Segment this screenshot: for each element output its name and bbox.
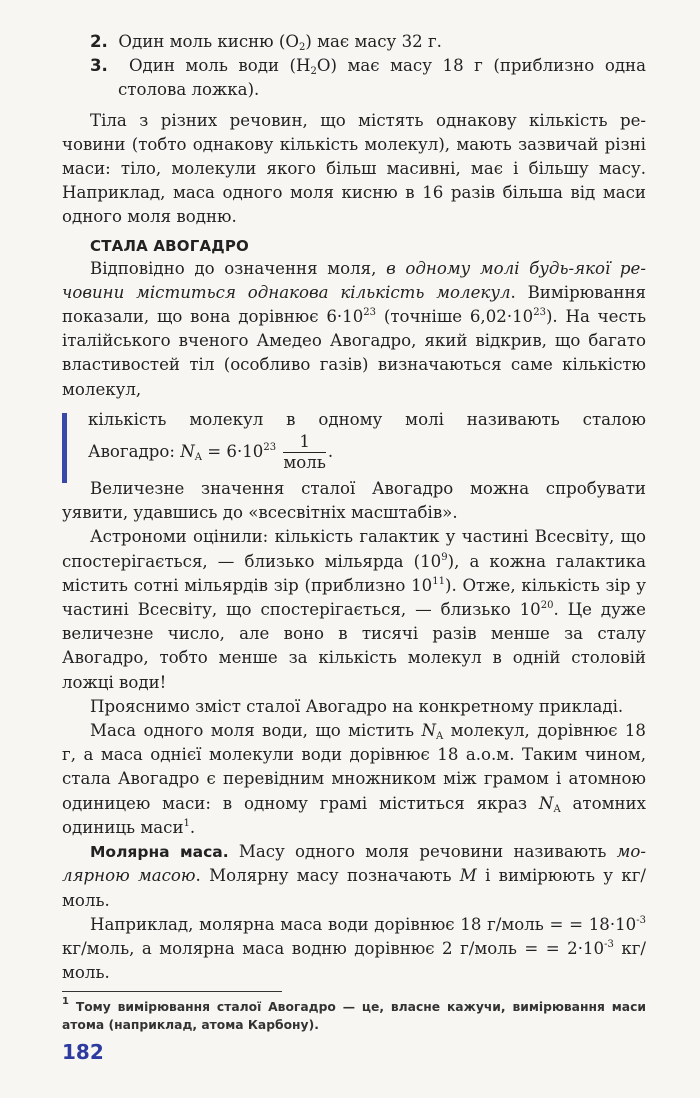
superscript: 9 xyxy=(441,551,448,563)
text: ). Отже, кількість зір у частині Всесвіту, що спостерігається, — близько 10 xyxy=(62,575,646,620)
term-heading: Молярна маса. xyxy=(90,843,229,862)
definition-marker xyxy=(62,413,67,483)
list-text: O) має масу 18 г (приблизно одна столова ложка). xyxy=(118,56,646,100)
superscript: 20 xyxy=(540,600,554,612)
text: атомних одиниць маси xyxy=(62,793,646,837)
text: . Це дуже величезне число, але воно в тисячі разів менше за сталу Авогадро, тобто менше за кількість молекул в одній столовій ложці води! xyxy=(62,600,646,692)
paragraph xyxy=(62,257,646,402)
subscript: A xyxy=(436,731,444,743)
fraction-numerator: 1 xyxy=(283,432,325,453)
text: Відповідно до означення моля, xyxy=(90,258,387,278)
italic-text: молярною масою xyxy=(62,842,647,886)
superscript: 11 xyxy=(432,575,445,587)
list-item xyxy=(62,54,646,102)
list-number: 2. xyxy=(90,32,108,51)
paragraph xyxy=(62,719,646,840)
paragraph xyxy=(62,525,646,694)
superscript: -3 xyxy=(604,938,614,950)
footnote-mark: 1 xyxy=(62,996,69,1008)
subscript: 2 xyxy=(310,66,317,78)
text: Масу одного моля речовини називають xyxy=(228,842,617,862)
definition-formula xyxy=(88,432,646,473)
footnote-ref: 1 xyxy=(183,817,190,829)
page-content xyxy=(62,30,646,1034)
text: молекул, дорівнює 18 г, а маса однієї молекули води дорівнює 18 а.о.м. Таким чином, стала Авогадро є перевідним множником між грамом і атомною одиницею маси: в одному грамі міститься якраз xyxy=(62,721,646,813)
list-item xyxy=(62,30,646,54)
superscript: 23 xyxy=(533,307,546,319)
symbol: N xyxy=(180,442,195,462)
text: ), а кожна галактика містить сотні мільярдів зір (приблизно 10 xyxy=(62,551,646,595)
symbol: M xyxy=(459,866,477,886)
section-heading: СТАЛА АВОГАДРО xyxy=(90,236,250,255)
footnote-divider xyxy=(62,991,282,992)
list-number: 3. xyxy=(90,56,108,76)
text: . xyxy=(189,817,196,837)
paragraph: Тіла з різних речовин, що містять однакову кількість речовини (тобто однакову кількість молекул), мають зазвичай різні маси: тіло, молекули якого більш масивні, має і більшу масу. Наприклад, маса одного моля кисню в 16 разів більша від маси одного моля водню. xyxy=(62,110,646,227)
footnote xyxy=(62,998,646,1034)
subscript: A xyxy=(194,452,202,464)
paragraph: Прояснимо зміст сталої Авогадро на конкретному прикладі. xyxy=(90,696,624,716)
superscript: 23 xyxy=(263,442,277,454)
paragraph xyxy=(62,840,646,913)
list-text: Один моль кисню (O xyxy=(118,32,299,51)
subscript: A xyxy=(553,803,561,815)
text: Наприклад, молярна маса води дорівнює 18 г/моль = = 18·10 xyxy=(90,914,637,934)
fraction-denominator: моль xyxy=(283,453,326,473)
text: . Молярну масу позначають xyxy=(195,866,460,886)
superscript: 23 xyxy=(363,307,377,319)
text: ). На честь італійського вченого Амедео Авогадро, який відкрив, що багато властивостей тіл (особливо газів) визначаються саме кількістю молекул, xyxy=(62,307,646,399)
text: кг/моль. xyxy=(62,938,646,983)
text: . xyxy=(327,442,334,462)
footnote-text: Тому вимірювання сталої Авогадро — це, власне кажучи, вимірювання маси атома (наприклад, атома Карбону). xyxy=(62,1000,646,1033)
list-text: ) має масу 32 г. xyxy=(305,32,442,51)
fraction xyxy=(283,432,325,473)
subscript: 2 xyxy=(298,42,306,53)
definition-block xyxy=(62,408,646,473)
text: Маса одного моля води, що містить xyxy=(90,721,422,741)
text: = 6·10 xyxy=(201,442,264,462)
paragraph xyxy=(62,913,646,986)
list-text: Один моль води (H xyxy=(128,56,311,76)
superscript: -3 xyxy=(636,914,646,926)
symbol: N xyxy=(421,721,436,741)
symbol: N xyxy=(538,793,554,813)
text: і вимірюють у кг/моль. xyxy=(62,866,646,910)
definition-text: кількість молекул в одному молі називають сталою xyxy=(88,409,646,429)
text: Астрономи оцінили: кількість галактик у частині Всесвіту, що спостерігається, — близько мільярда (10 xyxy=(62,527,646,571)
page-number: 182 xyxy=(62,1040,104,1064)
formula-label: Авогадро: xyxy=(88,442,181,462)
italic-text: в одному молі будь-якої речовини міститься однакова кількість молекул xyxy=(62,258,646,302)
text: (точніше 6,02·10 xyxy=(376,307,534,327)
paragraph: Величезне значення сталої Авогадро можна спробувати уявити, удавшись до «всесвітніх масштабів». xyxy=(62,479,646,523)
text: кг/моль, а молярна маса водню дорівнює 2 г/моль = = 2·10 xyxy=(62,938,605,958)
text: . Вимірювання показали, що вона дорівнює 6·10 xyxy=(62,282,646,327)
